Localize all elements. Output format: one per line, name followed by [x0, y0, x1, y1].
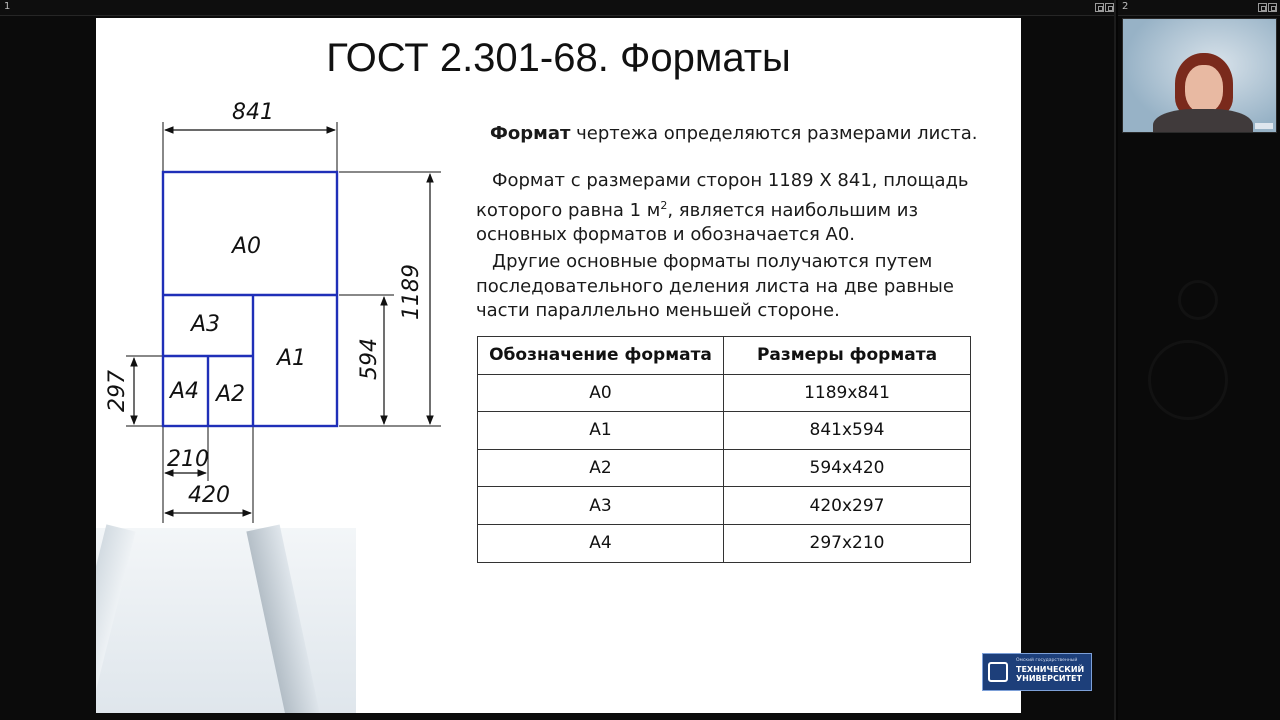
label-a0: A0: [232, 234, 262, 259]
logo-name: [1016, 665, 1084, 683]
cell-designation: А1: [478, 412, 724, 450]
header-designation: Обозначение формата: [478, 337, 724, 375]
cell-designation: А0: [478, 374, 724, 412]
cell-size: 420x297: [724, 487, 971, 525]
presentation-slide: [96, 18, 1021, 713]
dim-420: 420: [188, 483, 230, 508]
table-row: [478, 374, 971, 412]
restore-icon[interactable]: [1095, 3, 1104, 12]
maximize-icon[interactable]: [1268, 3, 1277, 12]
logo-line2: ТЕХНИЧЕСКИЙ: [1016, 665, 1085, 674]
speaker-camera-feed[interactable]: [1122, 18, 1277, 133]
background-circle: [1178, 280, 1218, 320]
logo-line3: УНИВЕРСИТЕТ: [1016, 674, 1082, 683]
paragraph-a0-sup: 2: [660, 198, 668, 212]
cell-designation: А2: [478, 449, 724, 487]
side-pane-bar: [1118, 0, 1280, 16]
paragraph-division: Другие основные форматы получаются путем последовательного деления листа на две равные части параллельно меньшей стороне.: [476, 251, 954, 321]
side-pane-number: 2: [1122, 1, 1129, 12]
cell-designation: А3: [478, 487, 724, 525]
background-circle: [1148, 340, 1228, 420]
label-a2: A2: [216, 382, 246, 407]
cell-size: 297x210: [724, 524, 971, 562]
label-a1: A1: [277, 346, 307, 371]
dim-1189: 1189: [399, 264, 424, 320]
cell-size: 594x420: [724, 449, 971, 487]
maximize-icon[interactable]: [1105, 3, 1114, 12]
dim-594: 594: [357, 338, 382, 380]
table-row: [478, 412, 971, 450]
whiteboard-background: [96, 528, 356, 713]
university-logo: [982, 653, 1092, 691]
table-row: [478, 524, 971, 562]
camera-watermark: [1255, 123, 1273, 129]
cell-size: 841x594: [724, 412, 971, 450]
table-header-row: [478, 337, 971, 375]
table-row: [478, 449, 971, 487]
side-video-pane[interactable]: [1118, 0, 1280, 720]
label-a3: A3: [191, 312, 221, 337]
label-a4: A4: [170, 379, 200, 404]
cell-size: 1189x841: [724, 374, 971, 412]
cell-designation: А4: [478, 524, 724, 562]
speaker-face: [1185, 65, 1223, 113]
main-pane-number: 1: [4, 1, 11, 12]
paragraph-a0: [476, 169, 996, 248]
header-size: Размеры формата: [724, 337, 971, 375]
paragraph-a0-text-end: , является наибольшим из основных форматов и обозначается А0.: [476, 199, 919, 245]
paragraph-definition-bold: Формат: [490, 123, 571, 144]
formats-table: [477, 336, 971, 563]
dim-210: 210: [167, 447, 209, 472]
table-row: [478, 487, 971, 525]
logo-line1: Омский государственный: [1016, 658, 1078, 663]
restore-icon[interactable]: [1258, 3, 1267, 12]
main-pane-bar: [0, 0, 1114, 16]
paragraph-definition: [490, 122, 1010, 147]
slide-title: ГОСТ 2.301-68. Форматы: [326, 36, 791, 80]
paragraph-a0-text: Формат с размерами сторон 1189 Х 841, площадь которого равна 1 м: [476, 170, 969, 221]
dim-297: 297: [105, 370, 130, 412]
lock-icon: [988, 662, 1008, 682]
paragraph-definition-text: чертежа определяются размерами листа.: [570, 123, 978, 144]
dim-841: 841: [232, 100, 274, 125]
